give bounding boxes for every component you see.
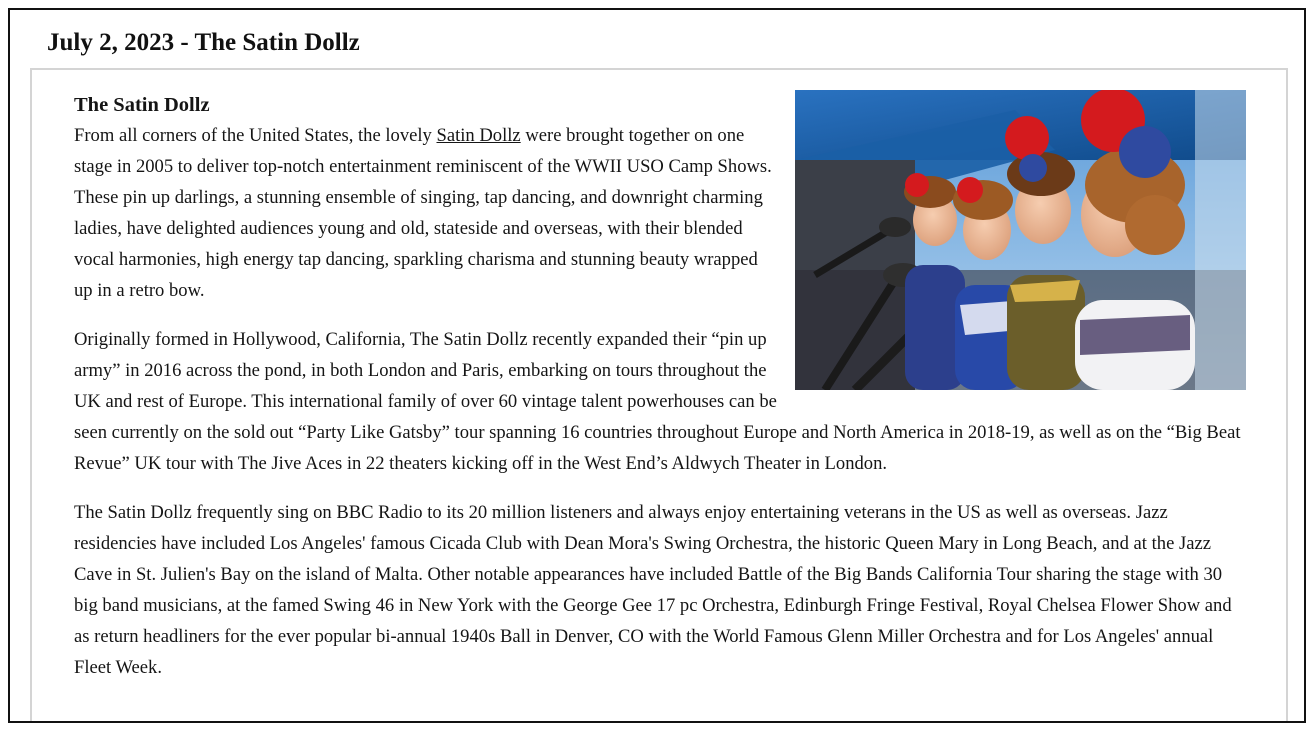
event-panel bbox=[8, 8, 1306, 723]
performers-photo bbox=[795, 90, 1246, 390]
article-paragraph-3: The Satin Dollz frequently sing on BBC Radio to its 20 million listeners and always enjoy entertaining veterans in the US as well as overseas. Jazz residencies have included Los Angeles' famous Cicada Club with Dean Mora's Swing Orchestra, the historic Queen Mary in Long Beach, and at the Jazz Cave in St. Julien's Bay on the island of Malta. Other notable appearances have included Battle of the Big Bands California Tour sharing the stage with 30 big band musicians, at the famed Swing 46 in New York with the George Gee 17 pc Orchestra, Edinburgh Fringe Festival, Royal Chelsea Flower Show and as return headliners for the ever popular bi-annual 1940s Ball in Denver, CO with the World Famous Glenn Miller Orchestra and for Los Angeles' annual Fleet Week. bbox=[74, 502, 1232, 678]
event-heading: July 2, 2023 - The Satin Dollz bbox=[47, 29, 360, 56]
paragraph-1-body-text: were brought together on one stage in 2005 to deliver top-notch entertainment reminiscent of the WWII USO Camp Shows. These pin up darlings, a stunning ensemble of singing, tap dancing, and downright charming ladies, have delighted audiences young and old, stateside and overseas, with their blended vocal harmonies, high energy tap dancing, sparkling charisma and stunning beauty wrapped up in a retro bow. bbox=[74, 125, 772, 301]
article bbox=[74, 90, 1246, 701]
satin-dollz-link[interactable]: Satin Dollz bbox=[436, 125, 521, 146]
paragraph-1-lead-text: From all corners of the United States, the lovely bbox=[74, 125, 437, 146]
article-title: The Satin Dollz bbox=[74, 94, 210, 116]
article-container bbox=[30, 68, 1288, 723]
article-paragraph-2: Originally formed in Hollywood, California, The Satin Dollz recently expanded their “pin up army” in 2016 across the pond, in both London and Paris, embarking on tours throughout the UK and rest of Europe. This international family of over 60 vintage talent powerhouses can be seen currently on the sold out “Party Like Gatsby” tour spanning 16 countries throughout Europe and North America in 2018-19, as well as on the “Big Beat Revue” UK tour with The Jive Aces in 22 theaters kicking off in the West End’s Aldwych Theater in London. bbox=[74, 329, 1241, 474]
